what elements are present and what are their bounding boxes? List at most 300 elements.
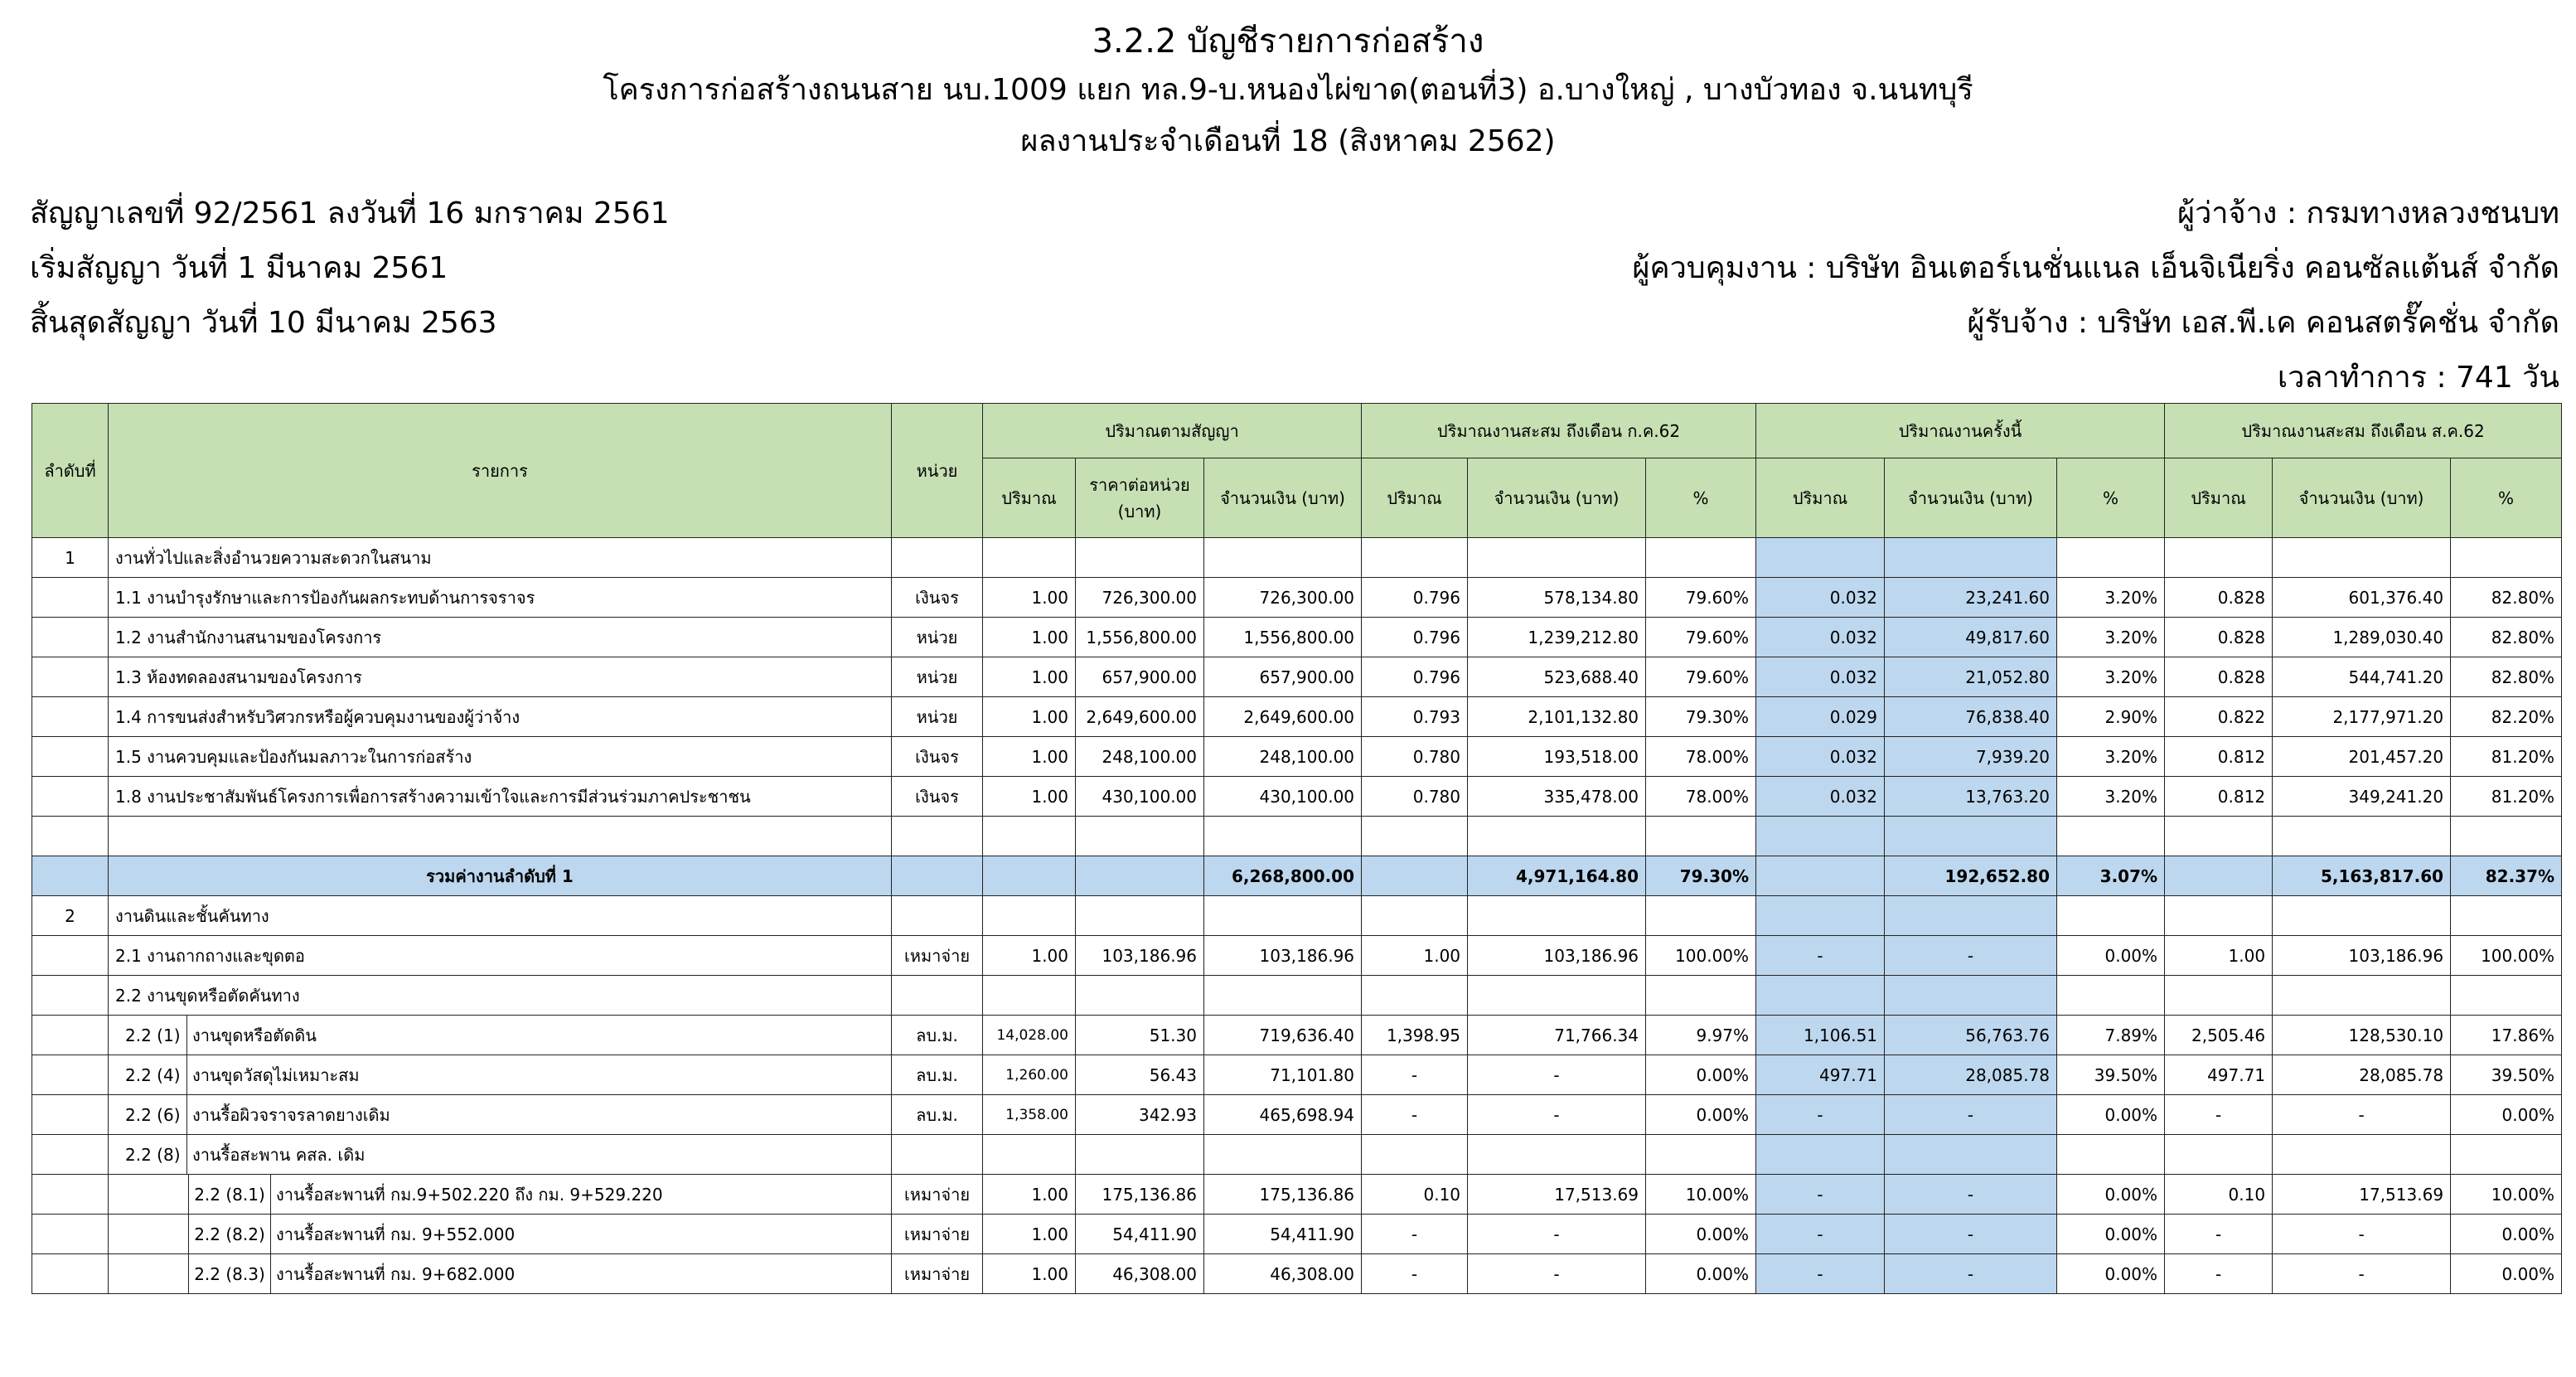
cell-item: 1.8 งานประชาสัมพันธ์โครงการเพื่อการสร้างความเข้าใจและการมีส่วนร่วมภาคประชาชน: [109, 777, 892, 817]
cell-s-amt: 103,186.96: [2273, 936, 2451, 976]
contract-info: [30, 187, 670, 351]
header-amount: จำนวนเงิน (บาท): [2273, 458, 2451, 538]
cell-s-amt: 349,241.20: [2273, 777, 2451, 817]
cell-c-amt: [1204, 976, 1362, 1016]
cell-item: 1.1 งานบำรุงรักษาและการป้องกันผลกระทบด้านการจราจร: [109, 578, 892, 618]
summary-row: [32, 856, 2562, 896]
cell-unit: ลบ.ม.: [892, 1055, 983, 1095]
cell-s-qty: 2,505.46: [2165, 1016, 2273, 1055]
cell-c-amt: 726,300.00: [1204, 578, 1362, 618]
cell-c-qty: [983, 1135, 1076, 1175]
cell-item: 1.3 ห้องทดลองสนามของโครงการ: [109, 657, 892, 697]
cell-p-amt: -: [1468, 1215, 1646, 1254]
cell-p-pct: 9.97%: [1646, 1016, 1756, 1055]
cell-s-pct: 82.80%: [2451, 578, 2562, 618]
cell-c-qty: [983, 538, 1076, 578]
cell-s-pct: [2451, 538, 2562, 578]
cell-p-pct: 100.00%: [1646, 936, 1756, 976]
cell-t-pct: [2057, 817, 2165, 856]
cell-p-amt: [1468, 538, 1646, 578]
cell-unit: ลบ.ม.: [892, 1016, 983, 1055]
cell-s-qty: -: [2165, 1254, 2273, 1294]
cell-s-pct: 0.00%: [2451, 1215, 2562, 1254]
cell-p-amt: 578,134.80: [1468, 578, 1646, 618]
cell-unit: [892, 817, 983, 856]
cell-s-qty: [2165, 976, 2273, 1016]
cell-s-amt: [2273, 976, 2451, 1016]
header-qty: ปริมาณ: [2165, 458, 2273, 538]
cell-t-qty: [1756, 817, 1885, 856]
cell-s-amt: [2273, 817, 2451, 856]
cell-s-qty: 0.828: [2165, 618, 2273, 657]
cell-s-pct: [2451, 1135, 2562, 1175]
cell-t-amt: 192,652.80: [1885, 856, 2057, 896]
cell-t-qty: -: [1756, 1175, 1885, 1215]
header-qty: ปริมาณ: [1362, 458, 1468, 538]
bill-of-quantities-table: [31, 403, 2562, 1294]
cell-unit: [892, 856, 983, 896]
cell-unit: [892, 896, 983, 936]
cell-p-amt: [1468, 976, 1646, 1016]
table-row: [32, 817, 2562, 856]
cell-t-pct: 3.20%: [2057, 618, 2165, 657]
cell-p-pct: 79.60%: [1646, 618, 1756, 657]
cell-p-pct: 78.00%: [1646, 777, 1756, 817]
cell-t-qty: 0.032: [1756, 777, 1885, 817]
cell-unit: เหมาจ่าย: [892, 936, 983, 976]
cell-item: [109, 1215, 892, 1254]
cell-s-pct: 82.80%: [2451, 657, 2562, 697]
cell-p-qty: 1,398.95: [1362, 1016, 1468, 1055]
item-label: งานรื้อสะพานที่ กม. 9+682.000: [276, 1263, 516, 1284]
cell-p-pct: 79.60%: [1646, 578, 1756, 618]
cell-p-pct: 0.00%: [1646, 1095, 1756, 1135]
cell-c-price: 103,186.96: [1076, 936, 1204, 976]
cell-s-qty: [2165, 538, 2273, 578]
cell-item: 1.2 งานสำนักงานสนามของโครงการ: [109, 618, 892, 657]
cell-t-qty: [1756, 538, 1885, 578]
cell-s-amt: 5,163,817.60: [2273, 856, 2451, 896]
table-row: [32, 976, 2562, 1016]
cell-c-price: 54,411.90: [1076, 1215, 1204, 1254]
cell-t-qty: 0.032: [1756, 657, 1885, 697]
cell-c-price: 2,649,600.00: [1076, 697, 1204, 737]
cell-p-qty: -: [1362, 1215, 1468, 1254]
cell-p-qty: 0.780: [1362, 737, 1468, 777]
cell-c-amt: 2,649,600.00: [1204, 697, 1362, 737]
header-this-group: ปริมาณงานครั้งนี้: [1756, 404, 2165, 458]
cell-c-price: 175,136.86: [1076, 1175, 1204, 1215]
table-row: [32, 538, 2562, 578]
cell-p-pct: 0.00%: [1646, 1254, 1756, 1294]
header-unit: หน่วย: [892, 404, 983, 538]
cell-unit: หน่วย: [892, 657, 983, 697]
cell-s-qty: 0.822: [2165, 697, 2273, 737]
cell-t-amt: 7,939.20: [1885, 737, 2057, 777]
cell-c-qty: [983, 817, 1076, 856]
cell-s-amt: 544,741.20: [2273, 657, 2451, 697]
cell-unit: หน่วย: [892, 697, 983, 737]
item-code: 2.2 (8.1): [188, 1175, 271, 1214]
cell-p-amt: 2,101,132.80: [1468, 697, 1646, 737]
cell-c-amt: 1,556,800.00: [1204, 618, 1362, 657]
cell-no: [32, 1055, 109, 1095]
cell-p-qty: 1.00: [1362, 936, 1468, 976]
cell-c-amt: 103,186.96: [1204, 936, 1362, 976]
cell-s-amt: [2273, 1135, 2451, 1175]
item-code: 2.2 (6): [109, 1095, 187, 1134]
table-body: [32, 538, 2562, 1294]
cell-s-pct: 82.20%: [2451, 697, 2562, 737]
cell-s-pct: 10.00%: [2451, 1175, 2562, 1215]
cell-t-qty: [1756, 1135, 1885, 1175]
cell-c-qty: [983, 976, 1076, 1016]
cell-t-amt: 13,763.20: [1885, 777, 2057, 817]
cell-s-amt: 601,376.40: [2273, 578, 2451, 618]
cell-p-qty: 0.796: [1362, 657, 1468, 697]
cell-s-pct: 0.00%: [2451, 1095, 2562, 1135]
cell-t-amt: [1885, 817, 2057, 856]
cell-t-amt: -: [1885, 1095, 2057, 1135]
cell-t-pct: 3.20%: [2057, 737, 2165, 777]
contract-start: เริ่มสัญญา วันที่ 1 มีนาคม 2561: [30, 251, 448, 285]
cell-t-qty: -: [1756, 936, 1885, 976]
cell-c-price: 46,308.00: [1076, 1254, 1204, 1294]
cell-s-qty: [2165, 856, 2273, 896]
cell-unit: เหมาจ่าย: [892, 1254, 983, 1294]
contractor: ผู้รับจ้าง : บริษัท เอส.พี.เค คอนสตรั๊คชั่น จำกัด: [1967, 306, 2559, 340]
cell-p-amt: 193,518.00: [1468, 737, 1646, 777]
cell-p-pct: [1646, 896, 1756, 936]
header-pct: %: [1646, 458, 1756, 538]
cell-t-amt: -: [1885, 1254, 2057, 1294]
cell-c-price: 726,300.00: [1076, 578, 1204, 618]
header-item: รายการ: [109, 404, 892, 538]
cell-p-amt: 1,239,212.80: [1468, 618, 1646, 657]
cell-unit: เงินจร: [892, 777, 983, 817]
document-header: [0, 18, 2576, 167]
cell-p-qty: [1362, 896, 1468, 936]
cell-c-price: [1076, 856, 1204, 896]
cell-c-price: 56.43: [1076, 1055, 1204, 1095]
cell-no: 1: [32, 538, 109, 578]
cell-p-pct: 79.30%: [1646, 697, 1756, 737]
cell-t-amt: -: [1885, 1175, 2057, 1215]
cell-t-pct: 7.89%: [2057, 1016, 2165, 1055]
parties-info: [1632, 187, 2559, 405]
table-row: [32, 1055, 2562, 1095]
header-amount: จำนวนเงิน (บาท): [1468, 458, 1646, 538]
cell-c-qty: 1.00: [983, 936, 1076, 976]
table-row: [32, 1016, 2562, 1055]
cell-t-amt: [1885, 1135, 2057, 1175]
cell-s-pct: 39.50%: [2451, 1055, 2562, 1095]
cell-p-amt: -: [1468, 1254, 1646, 1294]
cell-s-pct: 82.80%: [2451, 618, 2562, 657]
cell-p-amt: 523,688.40: [1468, 657, 1646, 697]
item-code: 2.2 (8.2): [188, 1215, 271, 1253]
cell-p-qty: 0.793: [1362, 697, 1468, 737]
cell-c-qty: 1.00: [983, 777, 1076, 817]
cell-c-qty: 1.00: [983, 697, 1076, 737]
cell-p-amt: 71,766.34: [1468, 1016, 1646, 1055]
table-row: [32, 936, 2562, 976]
cell-no: [32, 1215, 109, 1254]
header-contract-group: ปริมาณตามสัญญา: [983, 404, 1362, 458]
table-row: [32, 1135, 2562, 1175]
cell-c-amt: 430,100.00: [1204, 777, 1362, 817]
item-label: งานรื้อสะพานที่ กม.9+502.220 ถึง กม. 9+529.220: [276, 1184, 663, 1205]
table-row: [32, 697, 2562, 737]
cell-unit: เหมาจ่าย: [892, 1175, 983, 1215]
cell-item: งานทั่วไปและสิ่งอำนวยความสะดวกในสนาม: [109, 538, 892, 578]
cell-no: [32, 697, 109, 737]
project-name: โครงการก่อสร้างถนนสาย นบ.1009 แยก ทล.9-บ.หนองไผ่ขาด(ตอนที่3) อ.บางใหญ่ , บางบัวทอง จ.นนทบุรี: [603, 73, 1973, 107]
cell-t-pct: 0.00%: [2057, 936, 2165, 976]
cell-s-qty: -: [2165, 1215, 2273, 1254]
cell-t-pct: 3.20%: [2057, 777, 2165, 817]
cell-p-qty: 0.796: [1362, 578, 1468, 618]
contract-number: สัญญาเลขที่ 92/2561 ลงวันที่ 16 มกราคม 2561: [30, 196, 670, 230]
cell-p-qty: 0.780: [1362, 777, 1468, 817]
cell-item: งานดินและชั้นคันทาง: [109, 896, 892, 936]
header-amount: จำนวนเงิน (บาท): [1885, 458, 2057, 538]
cell-t-pct: [2057, 1135, 2165, 1175]
cell-t-amt: 56,763.76: [1885, 1016, 2057, 1055]
item-code: 2.2 (8): [109, 1135, 187, 1174]
cell-no: [32, 1254, 109, 1294]
cell-s-pct: 81.20%: [2451, 737, 2562, 777]
cell-s-pct: [2451, 817, 2562, 856]
cell-p-pct: [1646, 1135, 1756, 1175]
table-row: [32, 618, 2562, 657]
header-unit-price-line2: (บาท): [1117, 501, 1162, 521]
cell-p-amt: 103,186.96: [1468, 936, 1646, 976]
cell-p-amt: 17,513.69: [1468, 1175, 1646, 1215]
page-title: 3.2.2 บัญชีรายการก่อสร้าง: [1092, 22, 1484, 61]
cell-item: [109, 1175, 892, 1215]
cell-p-pct: [1646, 538, 1756, 578]
cell-c-price: 430,100.00: [1076, 777, 1204, 817]
cell-c-amt: 175,136.86: [1204, 1175, 1362, 1215]
cell-no: [32, 856, 109, 896]
cell-no: [32, 618, 109, 657]
cell-t-qty: [1756, 976, 1885, 1016]
cell-c-qty: 1.00: [983, 1254, 1076, 1294]
cell-p-amt: [1468, 817, 1646, 856]
cell-p-pct: 0.00%: [1646, 1215, 1756, 1254]
cell-p-amt: -: [1468, 1095, 1646, 1135]
cell-t-amt: [1885, 896, 2057, 936]
cell-t-pct: [2057, 896, 2165, 936]
cell-s-pct: 81.20%: [2451, 777, 2562, 817]
header-qty: ปริมาณ: [1756, 458, 1885, 538]
cell-t-qty: [1756, 856, 1885, 896]
cell-s-pct: [2451, 976, 2562, 1016]
item-label: งานรื้อสะพานที่ กม. 9+552.000: [276, 1224, 516, 1244]
cell-c-amt: 248,100.00: [1204, 737, 1362, 777]
cell-c-amt: 465,698.94: [1204, 1095, 1362, 1135]
cell-p-qty: [1362, 1135, 1468, 1175]
table-row: [32, 737, 2562, 777]
cell-t-amt: [1885, 538, 2057, 578]
cell-s-amt: 201,457.20: [2273, 737, 2451, 777]
cell-item: 2.1 งานถากถางและขุดตอ: [109, 936, 892, 976]
cell-p-amt: 4,971,164.80: [1468, 856, 1646, 896]
cell-item: 1.4 การขนส่งสำหรับวิศวกรหรือผู้ควบคุมงานของผู้ว่าจ้าง: [109, 697, 892, 737]
cell-item: [109, 1254, 892, 1294]
cell-s-qty: 0.812: [2165, 777, 2273, 817]
cell-t-qty: 1,106.51: [1756, 1016, 1885, 1055]
employer: ผู้ว่าจ้าง : กรมทางหลวงชนบท: [2177, 196, 2559, 230]
cell-p-pct: 78.00%: [1646, 737, 1756, 777]
header-cum-group: ปริมาณงานสะสม ถึงเดือน ส.ค.62: [2165, 404, 2562, 458]
cell-c-qty: 1.00: [983, 1215, 1076, 1254]
table-row: [32, 1215, 2562, 1254]
cell-c-amt: 719,636.40: [1204, 1016, 1362, 1055]
cell-s-qty: 0.10: [2165, 1175, 2273, 1215]
cell-s-qty: 0.812: [2165, 737, 2273, 777]
cell-t-amt: -: [1885, 1215, 2057, 1254]
cell-c-amt: 46,308.00: [1204, 1254, 1362, 1294]
cell-s-amt: -: [2273, 1095, 2451, 1135]
cell-s-amt: 128,530.10: [2273, 1016, 2451, 1055]
cell-t-pct: 0.00%: [2057, 1095, 2165, 1135]
cell-c-qty: 1.00: [983, 1175, 1076, 1215]
cell-c-amt: 71,101.80: [1204, 1055, 1362, 1095]
cell-unit: [892, 1135, 983, 1175]
supervisor: ผู้ควบคุมงาน : บริษัท อินเตอร์เนชั่นแนล เอ็นจิเนียริ่ง คอนซัลแต้นส์ จำกัด: [1632, 251, 2559, 285]
cell-no: [32, 1016, 109, 1055]
cell-t-pct: 0.00%: [2057, 1215, 2165, 1254]
cell-p-pct: 10.00%: [1646, 1175, 1756, 1215]
cell-unit: เงินจร: [892, 578, 983, 618]
cell-no: [32, 1175, 109, 1215]
cell-s-qty: 0.828: [2165, 657, 2273, 697]
cell-c-price: [1076, 896, 1204, 936]
cell-item: 1.5 งานควบคุมและป้องกันมลภาวะในการก่อสร้าง: [109, 737, 892, 777]
cell-s-pct: [2451, 896, 2562, 936]
item-code: 2.2 (1): [109, 1016, 187, 1055]
cell-no: [32, 936, 109, 976]
cell-p-pct: 79.30%: [1646, 856, 1756, 896]
cell-no: [32, 578, 109, 618]
cell-c-qty: 14,028.00: [983, 1016, 1076, 1055]
cell-item: [109, 817, 892, 856]
header-no: ลำดับที่: [32, 404, 109, 538]
cell-unit: [892, 976, 983, 1016]
cell-item: [109, 1095, 892, 1135]
cell-s-amt: 2,177,971.20: [2273, 697, 2451, 737]
cell-p-pct: 79.60%: [1646, 657, 1756, 697]
cell-unit: เหมาจ่าย: [892, 1215, 983, 1254]
cell-s-qty: [2165, 1135, 2273, 1175]
cell-no: [32, 1135, 109, 1175]
cell-c-amt: 54,411.90: [1204, 1215, 1362, 1254]
cell-c-price: 1,556,800.00: [1076, 618, 1204, 657]
cell-s-qty: 497.71: [2165, 1055, 2273, 1095]
table-row: [32, 777, 2562, 817]
cell-no: [32, 737, 109, 777]
cell-p-amt: [1468, 896, 1646, 936]
cell-t-qty: 0.032: [1756, 578, 1885, 618]
cell-t-qty: -: [1756, 1095, 1885, 1135]
cell-t-amt: [1885, 976, 2057, 1016]
cell-c-amt: 6,268,800.00: [1204, 856, 1362, 896]
cell-p-qty: [1362, 538, 1468, 578]
cell-item: [109, 1135, 892, 1175]
cell-s-amt: [2273, 896, 2451, 936]
cell-c-amt: [1204, 538, 1362, 578]
table-row: [32, 1175, 2562, 1215]
cell-p-pct: [1646, 976, 1756, 1016]
header-pct: %: [2451, 458, 2562, 538]
header-unit-price: [1076, 458, 1204, 538]
cell-item: 2.2 งานขุดหรือตัดคันทาง: [109, 976, 892, 1016]
cell-t-pct: 2.90%: [2057, 697, 2165, 737]
cell-c-qty: 1.00: [983, 737, 1076, 777]
cell-c-amt: 657,900.00: [1204, 657, 1362, 697]
cell-p-pct: [1646, 817, 1756, 856]
duration: เวลาทำการ : 741 วัน: [2277, 361, 2559, 395]
cell-t-pct: 39.50%: [2057, 1055, 2165, 1095]
cell-t-qty: 0.032: [1756, 737, 1885, 777]
cell-unit: เงินจร: [892, 737, 983, 777]
cell-s-amt: -: [2273, 1215, 2451, 1254]
cell-item: [109, 1016, 892, 1055]
cell-p-qty: [1362, 817, 1468, 856]
cell-t-amt: 23,241.60: [1885, 578, 2057, 618]
cell-t-qty: [1756, 896, 1885, 936]
cell-s-amt: -: [2273, 1254, 2451, 1294]
cell-s-qty: [2165, 896, 2273, 936]
cell-t-pct: 0.00%: [2057, 1254, 2165, 1294]
cell-s-pct: 17.86%: [2451, 1016, 2562, 1055]
table-row: [32, 657, 2562, 697]
cell-c-amt: [1204, 896, 1362, 936]
cell-t-pct: 0.00%: [2057, 1175, 2165, 1215]
contract-end: สิ้นสุดสัญญา วันที่ 10 มีนาคม 2563: [30, 306, 497, 340]
cell-s-pct: 82.37%: [2451, 856, 2562, 896]
cell-s-amt: 28,085.78: [2273, 1055, 2451, 1095]
cell-t-pct: 3.20%: [2057, 578, 2165, 618]
cell-no: [32, 976, 109, 1016]
cell-item: รวมค่างานลำดับที่ 1: [109, 856, 892, 896]
cell-c-qty: 1,260.00: [983, 1055, 1076, 1095]
item-label: งานรื้อผิวจราจรลาดยางเดิม: [192, 1104, 390, 1125]
cell-c-price: 342.93: [1076, 1095, 1204, 1135]
cell-p-qty: [1362, 856, 1468, 896]
cell-p-qty: -: [1362, 1095, 1468, 1135]
cell-t-amt: 21,052.80: [1885, 657, 2057, 697]
cell-t-amt: -: [1885, 936, 2057, 976]
cell-p-amt: [1468, 1135, 1646, 1175]
cell-c-price: [1076, 1135, 1204, 1175]
cell-s-qty: 1.00: [2165, 936, 2273, 976]
header-pct: %: [2057, 458, 2165, 538]
cell-p-qty: 0.796: [1362, 618, 1468, 657]
cell-c-qty: [983, 856, 1076, 896]
cell-t-qty: -: [1756, 1254, 1885, 1294]
cell-t-pct: 3.20%: [2057, 657, 2165, 697]
header-prev-group: ปริมาณงานสะสม ถึงเดือน ก.ค.62: [1362, 404, 1756, 458]
cell-s-qty: -: [2165, 1095, 2273, 1135]
cell-s-amt: 1,289,030.40: [2273, 618, 2451, 657]
cell-s-amt: 17,513.69: [2273, 1175, 2451, 1215]
table-row: [32, 1254, 2562, 1294]
cell-t-qty: -: [1756, 1215, 1885, 1254]
cell-p-pct: 0.00%: [1646, 1055, 1756, 1095]
